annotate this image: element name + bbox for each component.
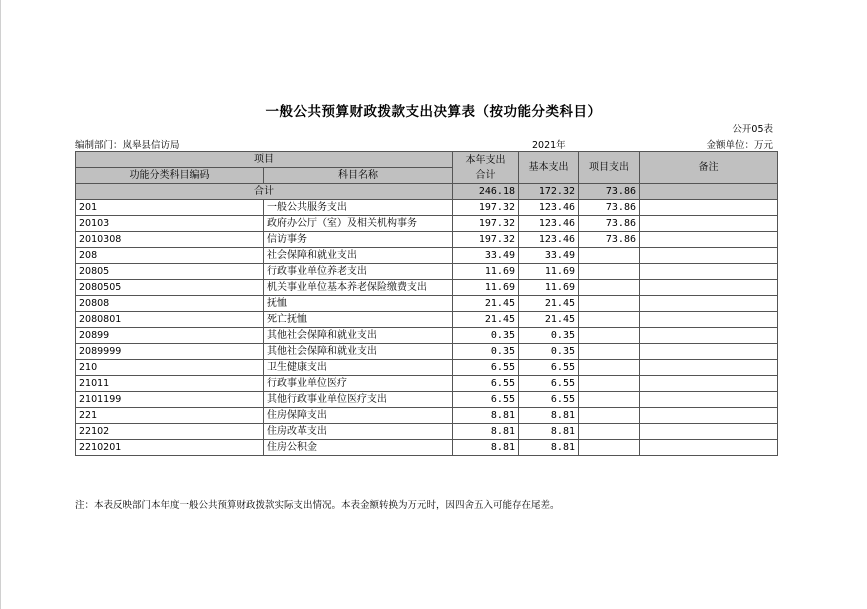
row-code: 20805 xyxy=(76,264,264,280)
row-name: 其他社会保障和就业支出 xyxy=(264,344,453,360)
row-basic: 21.45 xyxy=(519,312,579,328)
row-basic: 8.81 xyxy=(519,408,579,424)
table-row xyxy=(76,440,778,456)
row-total: 6.55 xyxy=(453,360,519,376)
row-total: 197.32 xyxy=(453,216,519,232)
row-remark xyxy=(640,376,778,392)
row-code: 221 xyxy=(76,408,264,424)
row-project: 73.86 xyxy=(579,232,640,248)
row-code: 208 xyxy=(76,248,264,264)
table-row xyxy=(76,392,778,408)
footnote: 注：本表反映部门本年度一般公共预算财政拨款实际支出情况。本表金额转换为万元时，因四舍五入可能存在尾差。 xyxy=(75,500,560,511)
row-total: 21.45 xyxy=(453,296,519,312)
row-total: 0.35 xyxy=(453,344,519,360)
row-code: 2210201 xyxy=(76,440,264,456)
row-basic: 11.69 xyxy=(519,280,579,296)
form-code: 公开05表 xyxy=(732,124,773,135)
row-code: 22102 xyxy=(76,424,264,440)
row-basic: 8.81 xyxy=(519,424,579,440)
row-name: 其他行政事业单位医疗支出 xyxy=(264,392,453,408)
row-project: 73.86 xyxy=(579,200,640,216)
row-name: 机关事业单位基本养老保险缴费支出 xyxy=(264,280,453,296)
row-basic: 123.46 xyxy=(519,200,579,216)
row-code: 2080505 xyxy=(76,280,264,296)
page-left-border xyxy=(0,0,1,609)
table-row xyxy=(76,312,778,328)
header-project: 项目 xyxy=(76,152,453,168)
row-remark xyxy=(640,408,778,424)
header-total xyxy=(453,152,519,184)
row-name: 政府办公厅（室）及相关机构事务 xyxy=(264,216,453,232)
row-remark xyxy=(640,360,778,376)
row-remark xyxy=(640,200,778,216)
row-name: 住房保障支出 xyxy=(264,408,453,424)
row-project xyxy=(579,280,640,296)
row-remark xyxy=(640,344,778,360)
row-total: 8.81 xyxy=(453,424,519,440)
row-code: 20808 xyxy=(76,296,264,312)
row-remark xyxy=(640,440,778,456)
table-row xyxy=(76,280,778,296)
row-project xyxy=(579,264,640,280)
table-row xyxy=(76,232,778,248)
row-total: 6.55 xyxy=(453,392,519,408)
header-total-line2: 合计 xyxy=(475,169,496,181)
header-project-expenditure: 项目支出 xyxy=(579,152,640,184)
row-remark xyxy=(640,328,778,344)
row-remark xyxy=(640,264,778,280)
row-total: 6.55 xyxy=(453,376,519,392)
row-remark xyxy=(640,296,778,312)
row-total: 8.81 xyxy=(453,440,519,456)
table-row xyxy=(76,264,778,280)
row-project xyxy=(579,312,640,328)
row-project: 73.86 xyxy=(579,216,640,232)
row-name: 行政事业单位医疗 xyxy=(264,376,453,392)
row-basic: 6.55 xyxy=(519,360,579,376)
total-label: 合计 xyxy=(76,184,453,200)
header-basic: 基本支出 xyxy=(519,152,579,184)
row-name: 行政事业单位养老支出 xyxy=(264,264,453,280)
row-remark xyxy=(640,216,778,232)
row-code: 201 xyxy=(76,200,264,216)
row-remark xyxy=(640,312,778,328)
row-total: 197.32 xyxy=(453,200,519,216)
unit-label: 金额单位：万元 xyxy=(706,140,773,151)
row-code: 20899 xyxy=(76,328,264,344)
table-row xyxy=(76,248,778,264)
row-total: 0.35 xyxy=(453,328,519,344)
row-code: 20103 xyxy=(76,216,264,232)
row-name: 住房公积金 xyxy=(264,440,453,456)
expenditure-table xyxy=(75,151,778,456)
row-basic: 123.46 xyxy=(519,216,579,232)
row-name: 其他社会保障和就业支出 xyxy=(264,328,453,344)
page-title: 一般公共预算财政拨款支出决算表（按功能分类科目） xyxy=(265,104,602,120)
row-name: 住房改革支出 xyxy=(264,424,453,440)
total-project: 73.86 xyxy=(579,184,640,200)
row-project xyxy=(579,296,640,312)
table-row xyxy=(76,344,778,360)
row-total: 197.32 xyxy=(453,232,519,248)
row-name: 卫生健康支出 xyxy=(264,360,453,376)
row-name: 一般公共服务支出 xyxy=(264,200,453,216)
row-basic: 11.69 xyxy=(519,264,579,280)
total-row xyxy=(76,184,778,200)
row-project xyxy=(579,328,640,344)
row-basic: 21.45 xyxy=(519,296,579,312)
header-remark: 备注 xyxy=(640,152,778,184)
row-project xyxy=(579,248,640,264)
department-label: 编制部门：岚皋县信访局 xyxy=(75,140,180,151)
row-remark xyxy=(640,248,778,264)
row-total: 21.45 xyxy=(453,312,519,328)
table-row xyxy=(76,328,778,344)
row-name: 信访事务 xyxy=(264,232,453,248)
row-total: 11.69 xyxy=(453,280,519,296)
row-basic: 33.49 xyxy=(519,248,579,264)
row-total: 11.69 xyxy=(453,264,519,280)
row-basic: 0.35 xyxy=(519,344,579,360)
row-code: 2089999 xyxy=(76,344,264,360)
row-total: 8.81 xyxy=(453,408,519,424)
row-project xyxy=(579,344,640,360)
row-code: 21011 xyxy=(76,376,264,392)
row-basic: 6.55 xyxy=(519,392,579,408)
row-code: 2080801 xyxy=(76,312,264,328)
row-project xyxy=(579,408,640,424)
row-code: 2101199 xyxy=(76,392,264,408)
table-row xyxy=(76,424,778,440)
row-basic: 123.46 xyxy=(519,232,579,248)
row-basic: 0.35 xyxy=(519,328,579,344)
row-name: 死亡抚恤 xyxy=(264,312,453,328)
total-remark xyxy=(640,184,778,200)
table-row xyxy=(76,376,778,392)
row-project xyxy=(579,440,640,456)
header-code: 功能分类科目编码 xyxy=(76,168,264,184)
row-remark xyxy=(640,392,778,408)
total-basic: 172.32 xyxy=(519,184,579,200)
row-project xyxy=(579,376,640,392)
row-project xyxy=(579,360,640,376)
table-row xyxy=(76,216,778,232)
header-total-line1: 本年支出 xyxy=(465,154,506,166)
row-basic: 8.81 xyxy=(519,440,579,456)
row-basic: 6.55 xyxy=(519,376,579,392)
table-row xyxy=(76,200,778,216)
row-remark xyxy=(640,280,778,296)
year-label: 2021年 xyxy=(532,140,566,151)
table-row xyxy=(76,360,778,376)
header-name: 科目名称 xyxy=(264,168,453,184)
row-code: 2010308 xyxy=(76,232,264,248)
table-row xyxy=(76,296,778,312)
table-row xyxy=(76,408,778,424)
row-project xyxy=(579,424,640,440)
row-remark xyxy=(640,232,778,248)
row-remark xyxy=(640,424,778,440)
row-code: 210 xyxy=(76,360,264,376)
row-name: 社会保障和就业支出 xyxy=(264,248,453,264)
row-project xyxy=(579,392,640,408)
row-name: 抚恤 xyxy=(264,296,453,312)
total-amount: 246.18 xyxy=(453,184,519,200)
row-total: 33.49 xyxy=(453,248,519,264)
